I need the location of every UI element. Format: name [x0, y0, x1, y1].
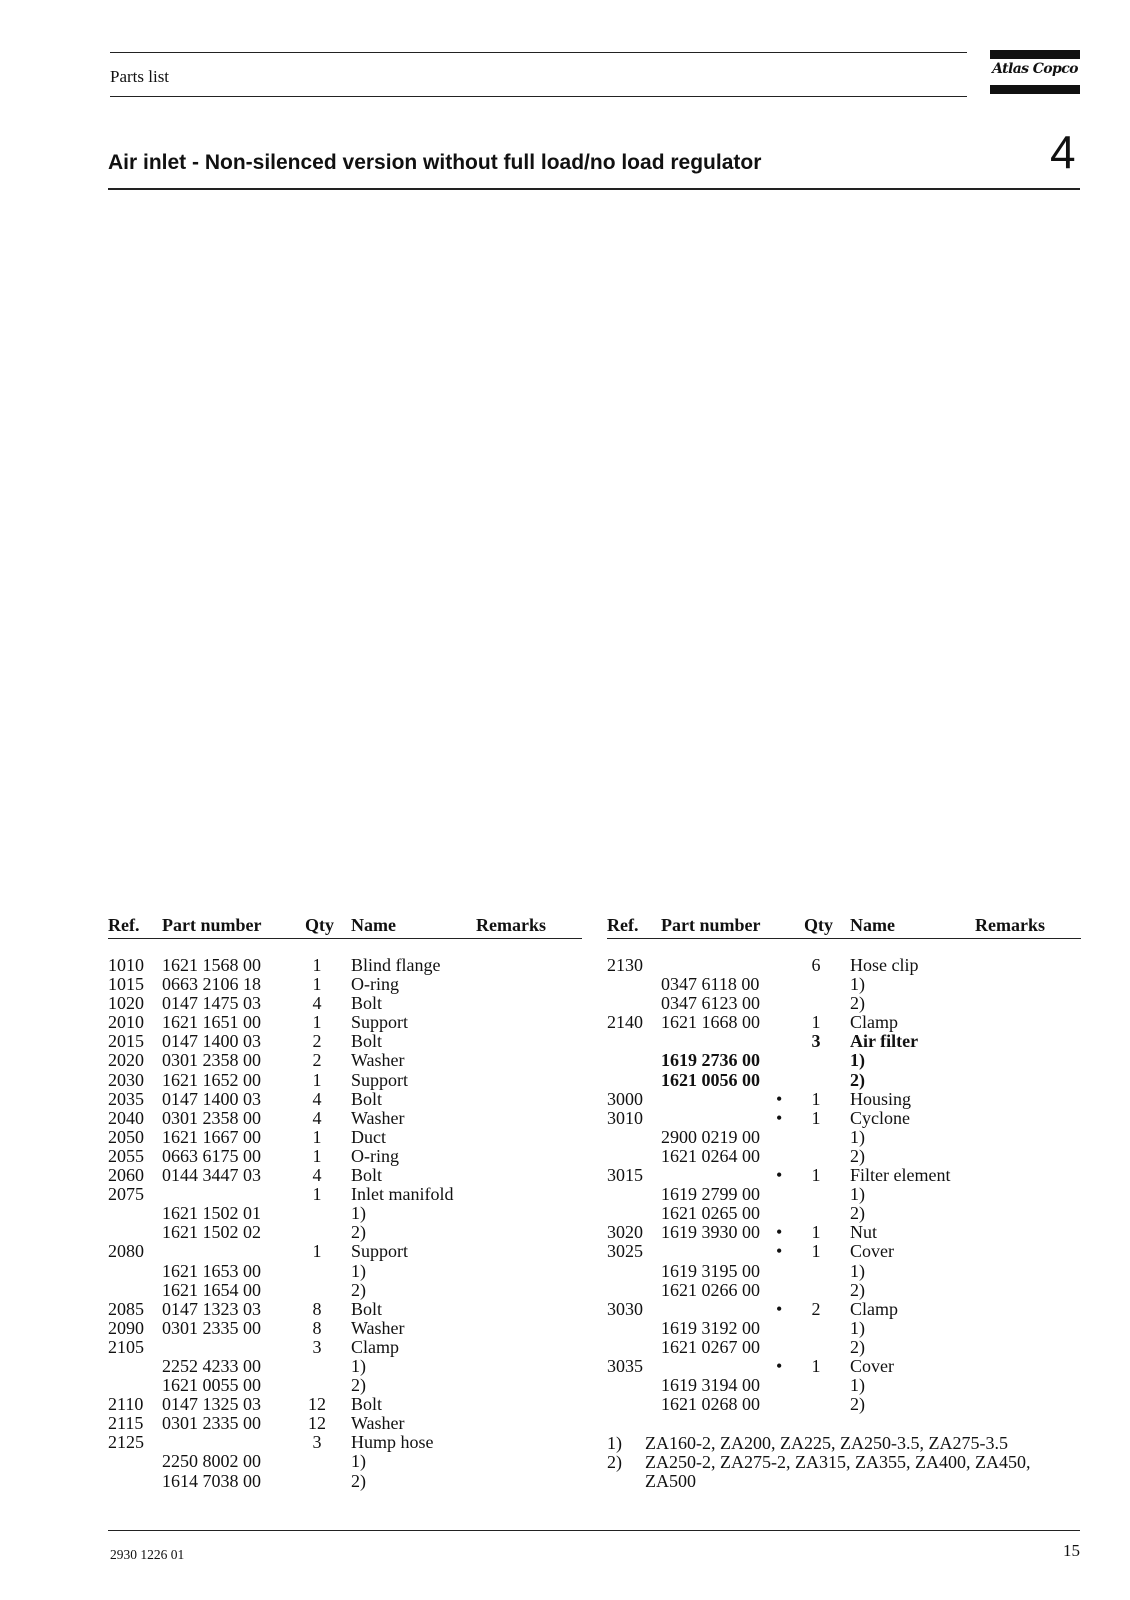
cell-part-number: 0663 2106 18: [162, 974, 261, 995]
cell-name: Washer: [351, 1050, 405, 1071]
cell-part-number: 0347 6118 00: [661, 974, 760, 995]
table-row: [607, 1357, 1081, 1376]
cell-part-number: 0301 2358 00: [162, 1107, 261, 1128]
table-row: [607, 1281, 1081, 1300]
table-row: [607, 1185, 1081, 1204]
table-row: [108, 1147, 582, 1166]
cell-ref: 2035: [108, 1088, 144, 1109]
cell-qty: 3: [312, 1432, 322, 1453]
table-row: [108, 1300, 582, 1319]
cell-ref: 2015: [108, 1031, 144, 1052]
cell-ref: 2030: [108, 1069, 144, 1090]
cell-part-number: 0663 6175 00: [162, 1145, 261, 1166]
table-row: [607, 1204, 1081, 1223]
footnotes: [607, 1434, 1081, 1491]
header-top-rule: [110, 52, 967, 53]
table-row: [108, 1223, 582, 1242]
cell-name: 2): [850, 1279, 865, 1300]
cell-name: 2): [351, 1375, 366, 1396]
table-row: [108, 1472, 582, 1491]
cell-ref: 3010: [607, 1107, 643, 1128]
cell-name: 1): [351, 1260, 366, 1281]
cell-name: 1): [850, 1260, 865, 1281]
cell-name: Housing: [850, 1088, 912, 1109]
cell-part-number: 1621 0267 00: [661, 1336, 760, 1357]
cell-name: Clamp: [850, 1012, 898, 1033]
cell-name: Nut: [850, 1222, 877, 1243]
cell-part-number: 1619 2736 00: [661, 1050, 760, 1071]
table-row: [607, 1071, 1081, 1090]
cell-ref: 2110: [108, 1394, 144, 1415]
header-part-number: Part number: [162, 915, 262, 935]
table-row: [607, 1338, 1081, 1357]
cell-name: O-ring: [351, 974, 399, 995]
table-row: [607, 1242, 1081, 1261]
cell-part-number: 0347 6123 00: [661, 993, 760, 1014]
table-body-right: [607, 956, 1081, 1414]
cell-ref: 3035: [607, 1355, 643, 1376]
cell-name: Clamp: [351, 1336, 399, 1357]
cell-ref: 2115: [108, 1413, 144, 1434]
cell-part-number: 1621 1502 02: [162, 1222, 261, 1243]
cell-name: 1): [351, 1203, 366, 1224]
cell-part-number: 1621 1667 00: [162, 1126, 261, 1147]
table-row: [108, 1032, 582, 1051]
cell-qty: 1: [312, 974, 322, 995]
cell-name: Bolt: [351, 1165, 383, 1186]
table-row: [607, 1262, 1081, 1281]
table-row: [607, 956, 1081, 975]
table-row: [607, 1395, 1081, 1414]
chapter-number: 4: [1050, 126, 1076, 178]
cell-qty: 2: [811, 1298, 821, 1319]
header-remarks: Remarks: [975, 915, 1045, 935]
cell-name: 2): [850, 1336, 865, 1357]
table-row: [108, 1357, 582, 1376]
cell-part-number: 2250 8002 00: [162, 1451, 261, 1472]
cell-name: Inlet manifold: [351, 1184, 454, 1205]
table-row: [607, 1223, 1081, 1242]
cell-part-number: 1621 1651 00: [162, 1012, 261, 1033]
header-ref: Ref.: [607, 915, 639, 935]
cell-ref: 1015: [108, 974, 144, 995]
table-row: [108, 1319, 582, 1338]
table-row: [607, 1376, 1081, 1395]
table-row: [108, 1262, 582, 1281]
cell-ref: 3015: [607, 1165, 643, 1186]
cell-name: Air filter: [850, 1031, 919, 1052]
table-row: [607, 975, 1081, 994]
table-header: [108, 916, 582, 939]
cell-name: Cyclone: [850, 1107, 910, 1128]
header-bottom-rule: [110, 96, 967, 97]
cell-ref: 2080: [108, 1241, 144, 1262]
logo-bottom-bar: [990, 85, 1080, 94]
table-row: [108, 1452, 582, 1471]
cell-name: 2): [850, 1203, 865, 1224]
cell-name: Bolt: [351, 993, 383, 1014]
cell-qty: 2: [312, 1031, 322, 1052]
table-row: [607, 1147, 1081, 1166]
cell-qty: 1: [312, 955, 322, 975]
header-name: Name: [850, 915, 895, 935]
cell-part-number: 0147 1475 03: [162, 993, 261, 1014]
cell-part-number: 0301 2335 00: [162, 1413, 261, 1434]
table-row: [108, 1128, 582, 1147]
cell-qty: 12: [308, 1394, 326, 1415]
cell-ref: 3020: [607, 1222, 643, 1243]
table-row: [607, 1090, 1081, 1109]
cell-part-number: 0147 1400 03: [162, 1031, 261, 1052]
cell-name: Blind flange: [351, 955, 441, 975]
cell-name: Bolt: [351, 1031, 383, 1052]
cell-part-number: 0144 3447 03: [162, 1165, 261, 1186]
table-row: [108, 1242, 582, 1261]
table-row: [108, 1109, 582, 1128]
page-title: Air inlet - Non-silenced version without full load/no load regulator: [108, 151, 762, 174]
table-header: [607, 916, 1081, 939]
cell-part-number: 0147 1400 03: [162, 1088, 261, 1109]
table-row: [108, 1376, 582, 1395]
cell-part-number: 1621 1668 00: [661, 1012, 760, 1033]
table-row: [108, 1414, 582, 1433]
cell-name: 2): [850, 1145, 865, 1166]
cell-part-number: 1621 1502 01: [162, 1203, 261, 1224]
cell-name: 1): [351, 1451, 366, 1472]
cell-qty: 1: [811, 1165, 821, 1186]
cell-part-number: 0301 2335 00: [162, 1317, 261, 1338]
cell-ref: 2040: [108, 1107, 144, 1128]
cell-ref: 2055: [108, 1145, 144, 1166]
header-remarks: Remarks: [476, 915, 546, 935]
cell-ref: 2085: [108, 1298, 144, 1319]
cell-qty: 1: [811, 1012, 821, 1033]
header-qty: Qty: [804, 915, 833, 935]
page-number: 15: [1063, 1541, 1080, 1560]
cell-ref: 2050: [108, 1126, 144, 1147]
table-row: [607, 1032, 1081, 1051]
cell-name: 1): [850, 1184, 865, 1205]
cell-name: 2): [850, 1069, 865, 1090]
header-part-number: Part number: [661, 915, 761, 935]
cell-bullet: •: [776, 1241, 783, 1262]
cell-name: 2): [351, 1470, 366, 1491]
table-row: [607, 994, 1081, 1013]
table-row: [607, 1013, 1081, 1032]
table-row: [607, 1051, 1081, 1070]
cell-name: O-ring: [351, 1145, 399, 1166]
cell-qty: 4: [312, 993, 322, 1014]
table-row: [108, 1051, 582, 1070]
table-row: [607, 1166, 1081, 1185]
cell-name: Support: [351, 1069, 409, 1090]
table-row: [108, 975, 582, 994]
parts-table-left: [108, 916, 582, 1491]
cell-ref: 2010: [108, 1012, 144, 1033]
cell-part-number: 1621 1654 00: [162, 1279, 261, 1300]
cell-qty: 1: [312, 1241, 322, 1262]
cell-part-number: 1619 3195 00: [661, 1260, 760, 1281]
cell-name: Hose clip: [850, 955, 919, 975]
table-row: [108, 1185, 582, 1204]
cell-name: 1): [850, 1050, 865, 1071]
cell-name: Cover: [850, 1241, 894, 1262]
footnote-mark: 1): [607, 1433, 622, 1453]
cell-qty: 4: [312, 1107, 322, 1128]
cell-name: 1): [850, 1126, 865, 1147]
cell-part-number: 2252 4233 00: [162, 1355, 261, 1376]
cell-qty: 8: [312, 1298, 322, 1319]
logo-top-bar: [990, 50, 1080, 59]
cell-ref: 2090: [108, 1317, 144, 1338]
cell-qty: 3: [312, 1336, 322, 1357]
cell-name: Clamp: [850, 1298, 898, 1319]
cell-part-number: 1621 0055 00: [162, 1375, 261, 1396]
cell-name: Cover: [850, 1355, 894, 1376]
footnote-2: [607, 1453, 1081, 1491]
table-row: [607, 1128, 1081, 1147]
footnote-text: ZA160-2, ZA200, ZA225, ZA250-3.5, ZA275-3.5: [645, 1433, 1008, 1453]
cell-ref: 2020: [108, 1050, 144, 1071]
footer-rule: [108, 1530, 1080, 1531]
cell-name: Support: [351, 1012, 409, 1033]
table-row: [108, 1090, 582, 1109]
cell-name: Bolt: [351, 1394, 383, 1415]
cell-qty: 3: [811, 1031, 821, 1052]
table-body-left: [108, 956, 582, 1491]
cell-ref: 2140: [607, 1012, 643, 1033]
cell-ref: 2060: [108, 1165, 144, 1186]
cell-bullet: •: [776, 1107, 783, 1128]
table-row: [108, 1071, 582, 1090]
cell-qty: 1: [312, 1012, 322, 1033]
cell-qty: 1: [811, 1355, 821, 1376]
cell-ref: 2105: [108, 1336, 144, 1357]
footnote-1: [607, 1434, 1081, 1453]
cell-part-number: 2900 0219 00: [661, 1126, 760, 1147]
table-row: [108, 1433, 582, 1452]
cell-bullet: •: [776, 1298, 783, 1319]
cell-part-number: 1621 0268 00: [661, 1394, 760, 1415]
cell-part-number: 1621 0056 00: [661, 1069, 760, 1090]
cell-name: 1): [850, 1317, 865, 1338]
logo-wordmark: Atlas Copco: [992, 61, 1078, 77]
cell-bullet: •: [776, 1222, 783, 1243]
cell-name: 2): [850, 1394, 865, 1415]
cell-name: 2): [351, 1222, 366, 1243]
parts-table-right: [607, 916, 1081, 1414]
cell-name: 1): [351, 1355, 366, 1376]
cell-qty: 1: [312, 1126, 322, 1147]
header-qty: Qty: [305, 915, 334, 935]
header-ref: Ref.: [108, 915, 140, 935]
cell-name: 1): [850, 974, 865, 995]
table-row: [607, 1300, 1081, 1319]
atlas-copco-logo: [990, 50, 1080, 94]
table-row: [108, 1395, 582, 1414]
cell-ref: 1010: [108, 955, 144, 975]
cell-ref: 3030: [607, 1298, 643, 1319]
cell-qty: 4: [312, 1165, 322, 1186]
cell-part-number: 1621 1653 00: [162, 1260, 261, 1281]
cell-ref: 1020: [108, 993, 144, 1014]
cell-name: 1): [850, 1375, 865, 1396]
cell-part-number: 1614 7038 00: [162, 1470, 261, 1491]
cell-qty: 12: [308, 1413, 326, 1434]
cell-part-number: 0301 2358 00: [162, 1050, 261, 1071]
cell-qty: 1: [312, 1145, 322, 1166]
cell-qty: 1: [312, 1069, 322, 1090]
cell-ref: 3000: [607, 1088, 643, 1109]
cell-bullet: •: [776, 1355, 783, 1376]
cell-part-number: 1619 3194 00: [661, 1375, 760, 1396]
table-row: [108, 1013, 582, 1032]
cell-qty: 1: [811, 1088, 821, 1109]
table-row: [108, 1338, 582, 1357]
cell-part-number: 1621 0264 00: [661, 1145, 760, 1166]
cell-part-number: 1621 0266 00: [661, 1279, 760, 1300]
cell-name: Filter element: [850, 1165, 951, 1186]
cell-ref: 2125: [108, 1432, 144, 1453]
cell-qty: 6: [811, 955, 821, 975]
section-label: Parts list: [110, 67, 170, 86]
cell-bullet: •: [776, 1165, 783, 1186]
table-row: [607, 1319, 1081, 1338]
cell-part-number: 1621 1652 00: [162, 1069, 261, 1090]
cell-name: Hump hose: [351, 1432, 434, 1453]
title-rule: [108, 188, 1080, 190]
table-row: [108, 956, 582, 975]
header-name: Name: [351, 915, 396, 935]
cell-qty: 1: [312, 1184, 322, 1205]
cell-ref: 2130: [607, 955, 643, 975]
table-row: [607, 1109, 1081, 1128]
cell-name: Washer: [351, 1107, 405, 1128]
cell-part-number: 1619 3192 00: [661, 1317, 760, 1338]
cell-qty: 1: [811, 1107, 821, 1128]
cell-name: Bolt: [351, 1088, 383, 1109]
cell-bullet: •: [776, 1088, 783, 1109]
cell-qty: 1: [811, 1241, 821, 1262]
cell-qty: 4: [312, 1088, 322, 1109]
table-row: [108, 1281, 582, 1300]
cell-name: Duct: [351, 1126, 386, 1147]
document-number: 2930 1226 01: [110, 1547, 185, 1562]
cell-part-number: 1619 3930 00: [661, 1222, 760, 1243]
cell-qty: 1: [811, 1222, 821, 1243]
cell-name: 2): [351, 1279, 366, 1300]
cell-part-number: 1621 1568 00: [162, 955, 261, 975]
cell-name: Support: [351, 1241, 409, 1262]
footnote-mark: 2): [607, 1452, 622, 1473]
table-row: [108, 1204, 582, 1223]
cell-ref: 3025: [607, 1241, 643, 1262]
cell-qty: 2: [312, 1050, 322, 1071]
cell-ref: 2075: [108, 1184, 144, 1205]
footnote-text: ZA250-2, ZA275-2, ZA315, ZA355, ZA400, ZA450, ZA500: [645, 1452, 1031, 1492]
cell-name: Bolt: [351, 1298, 383, 1319]
cell-name: 2): [850, 993, 865, 1014]
cell-part-number: 0147 1325 03: [162, 1394, 261, 1415]
cell-qty: 8: [312, 1317, 322, 1338]
table-row: [108, 994, 582, 1013]
table-row: [108, 1166, 582, 1185]
cell-part-number: 0147 1323 03: [162, 1298, 261, 1319]
cell-name: Washer: [351, 1413, 405, 1434]
cell-part-number: 1619 2799 00: [661, 1184, 760, 1205]
cell-name: Washer: [351, 1317, 405, 1338]
cell-part-number: 1621 0265 00: [661, 1203, 760, 1224]
